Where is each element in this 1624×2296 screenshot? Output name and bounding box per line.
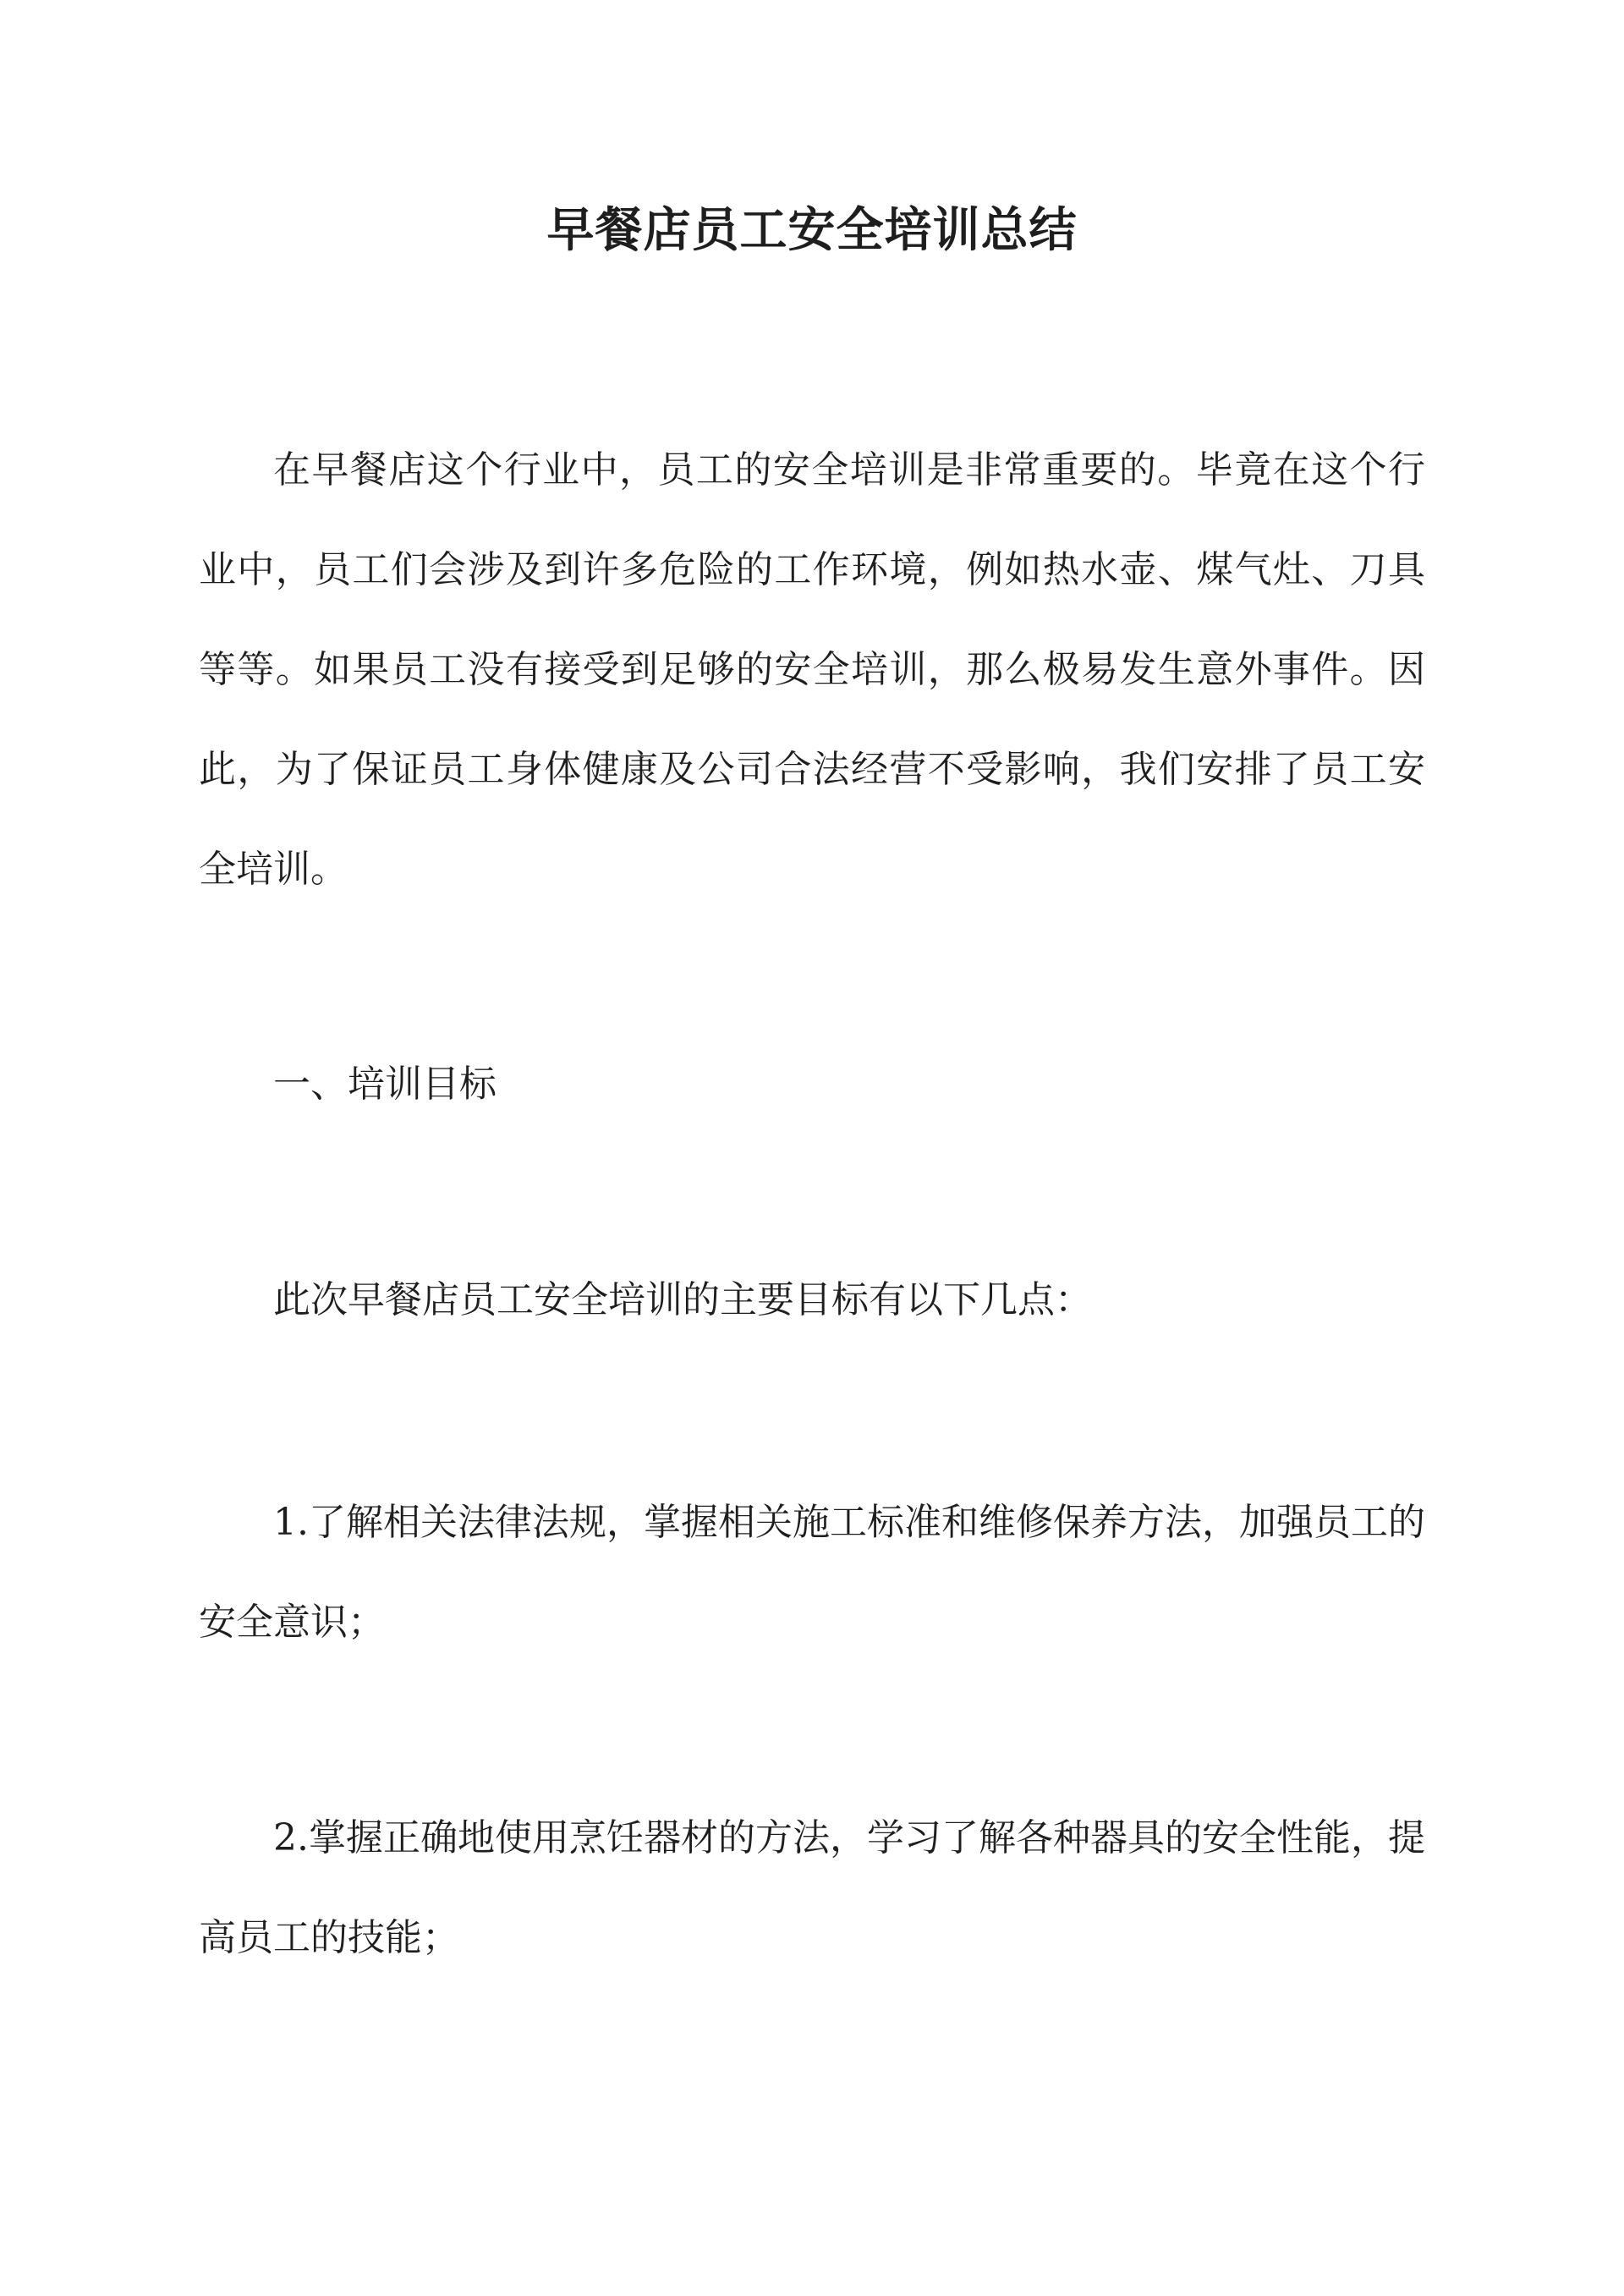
section-heading-training-goals: 一、培训目标 — [273, 1063, 497, 1106]
goal-item-2: 2.掌握正确地使用烹饪器材的方法，学习了解各种器具的安全性能，提高员工的技能； — [199, 1816, 1425, 1959]
goal-item-1: 1.了解相关法律法规，掌握相关施工标准和维修保养方法，加强员工的安全意识； — [199, 1501, 1425, 1644]
intro-paragraph: 在早餐店这个行业中，员工的安全培训是非常重要的。毕竟在这个行业中，员工们会涉及到许多危险的工作环境，例如热水壶、煤气灶、刀具等等。如果员工没有接受到足够的安全培训，那么极易发生意外事件。因此，为了保证员工身体健康及公司合法经营不受影响，我们安排了员工安全培训。 — [199, 448, 1425, 891]
document-title: 早餐店员工安全培训总结 — [546, 202, 1078, 258]
goals-lead-paragraph: 此次早餐店员工安全培训的主要目标有以下几点： — [273, 1278, 1092, 1321]
